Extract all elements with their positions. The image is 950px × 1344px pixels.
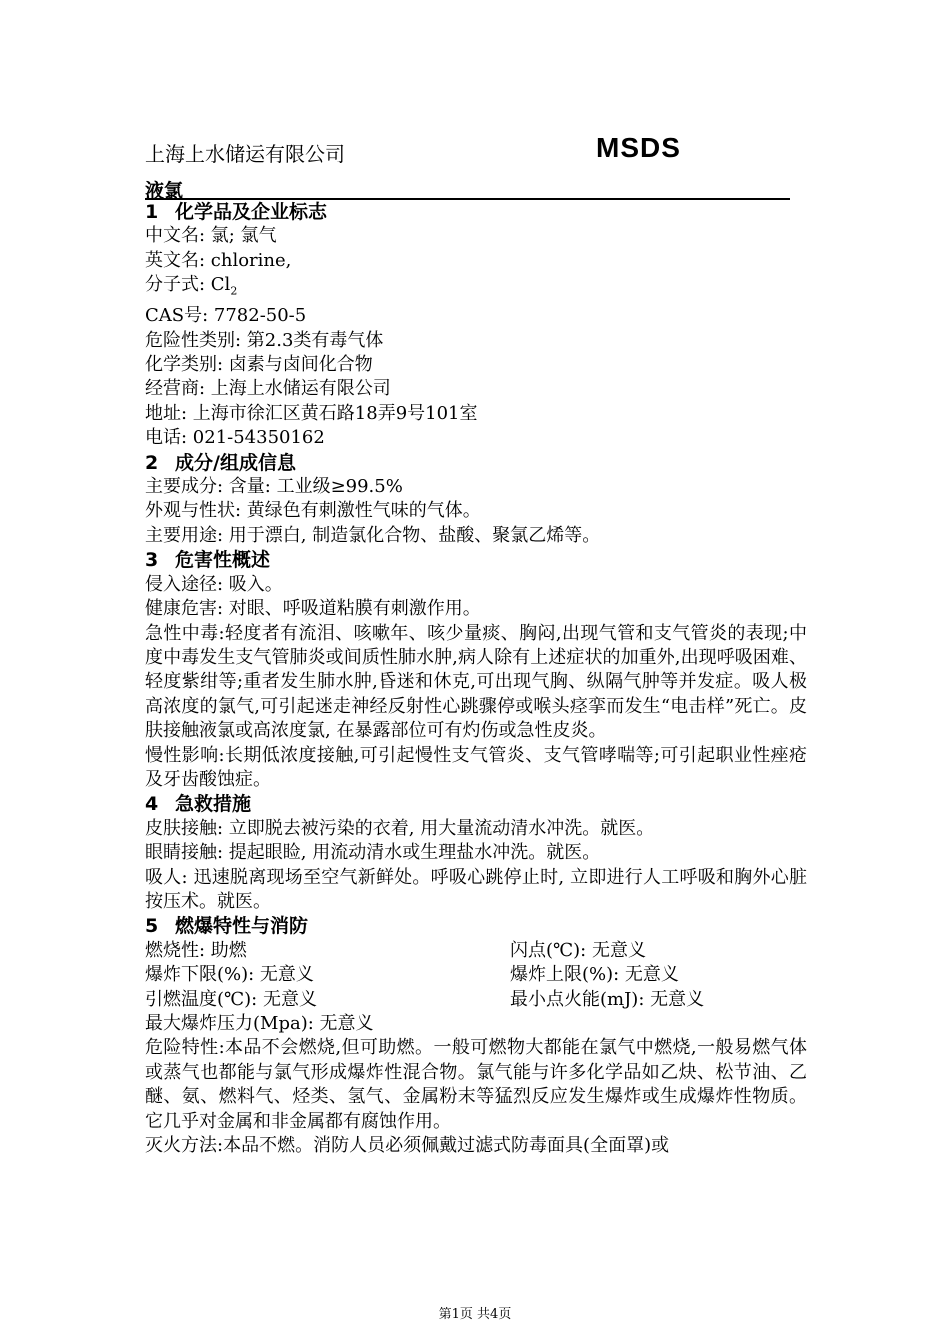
- company-name: 上海上水储运有限公司: [145, 142, 345, 166]
- molecular-formula: 分子式: $Cl_2$: [145, 274, 238, 298]
- distributor: 经营商: 上海上水储运有限公司: [145, 378, 391, 400]
- cas-number: CAS号: 7782-50-5: [145, 305, 307, 327]
- phone: 电话: 021-54350162: [145, 427, 325, 449]
- document-body: [145, 200, 807, 1158]
- product-title-row: [145, 176, 790, 200]
- combustibility: 燃烧性: 助燃: [145, 939, 247, 961]
- min-ignition-energy: 最小点火能(mJ): 无意义: [510, 988, 705, 1010]
- fire-fighting-method: 灭火方法:本品不燃。消防人员必须佩戴过滤式防毒面具(全面罩)或: [145, 1135, 670, 1157]
- section-1-heading: 1 化学品及企业标志: [145, 201, 328, 223]
- doc-type-title: MSDS: [596, 132, 681, 163]
- acute-poisoning: 急性中毒:轻度者有流泪、咳嗽年、咳少量痰、胸闷,出现气管和支气管炎的表现;中度中毒发生支气管肺炎或间质性肺水肿,病人除有上述症状的加重外,出现呼吸困难、轻度紫绀等;重者发生肺水肿,昏迷和休克,可出现气胸、纵隔气肿等并发症。吸人极高浓度的氯气,可引起迷走神经反射性心跳骤停或喉头痉挛而发生“电击样”死亡。皮肤接触液氯或高浓度氯, 在暴露部位可有灼伤或急性皮炎。: [145, 622, 807, 742]
- upper-explosion-limit: 爆炸上限(%): 无意义: [510, 964, 679, 986]
- chronic-effects: 慢性影响:长期低浓度接触,可引起慢性支气管炎、支气管哮喘等;可引起职业性痤疮及牙齿酸蚀症。: [145, 744, 807, 790]
- flash-point: 闪点(℃): 无意义: [510, 939, 646, 961]
- section-4-heading: 4 急救措施: [145, 793, 252, 816]
- skin-contact: 皮肤接触: 立即脱去被污染的衣着, 用大量流动清水冲洗。就医。: [145, 817, 655, 839]
- chemical-class: 化学类别: 卤素与卤间化合物: [145, 354, 373, 376]
- ignition-temperature: 引燃温度(℃): 无意义: [145, 988, 317, 1010]
- ignition-row: [145, 988, 807, 1012]
- explosion-limits-row: [145, 963, 807, 987]
- health-hazard: 健康危害: 对眼、呼吸道粘膜有刺激作用。: [145, 598, 481, 620]
- chinese-name: 中文名: 氯; 氯气: [145, 225, 277, 247]
- section-3-heading: 3 危害性概述: [145, 549, 271, 572]
- hazard-characteristics: 危险特性:本品不会燃烧,但可助燃。一般可燃物大都能在氯气中燃烧,一般易燃气体或蒸气也都能与氯气形成爆炸性混合物。氯气能与许多化学品如乙炔、松节油、乙醚、氨、燃料气、烃类、氢气、金属粉末等猛烈反应发生爆炸或生成爆炸性物质。它几乎对金属和非金属都有腐蚀作用。: [145, 1037, 807, 1132]
- hazard-class: 危险性类别: 第2.3类有毒气体: [145, 329, 384, 351]
- page-footer: 第1页 共4页: [438, 1307, 512, 1322]
- english-name: 英文名: chlorine,: [145, 249, 292, 271]
- address: 地址: 上海市徐汇区黄石路18弄9号101室: [145, 402, 478, 424]
- main-component: 主要成分: 含量: 工业级≥99.5%: [145, 476, 403, 498]
- section-2-heading: 2 成分/组成信息: [145, 451, 296, 474]
- inhalation: 吸人: 迅速脱离现场至空气新鲜处。呼吸心跳停止时, 立即进行人工呼吸和胸外心脏按压术。就医。: [145, 866, 807, 912]
- lower-explosion-limit: 爆炸下限(%): 无意义: [145, 964, 314, 986]
- section-5-heading: 5 燃爆特性与消防: [145, 915, 309, 938]
- exposure-route: 侵入途径: 吸入。: [145, 573, 283, 595]
- max-explosion-pressure: 最大爆炸压力(Mpa): 无意义: [145, 1013, 374, 1034]
- product-name: 液氯: [145, 180, 184, 202]
- main-use: 主要用途: 用于漂白, 制造氯化合物、盐酸、聚氯乙烯等。: [145, 524, 601, 546]
- appearance: 外观与性状: 黄绿色有刺激性气味的气体。: [145, 500, 481, 522]
- eye-contact: 眼睛接触: 提起眼睑, 用流动清水或生理盐水冲洗。就医。: [145, 842, 601, 864]
- combustion-row: [145, 939, 807, 963]
